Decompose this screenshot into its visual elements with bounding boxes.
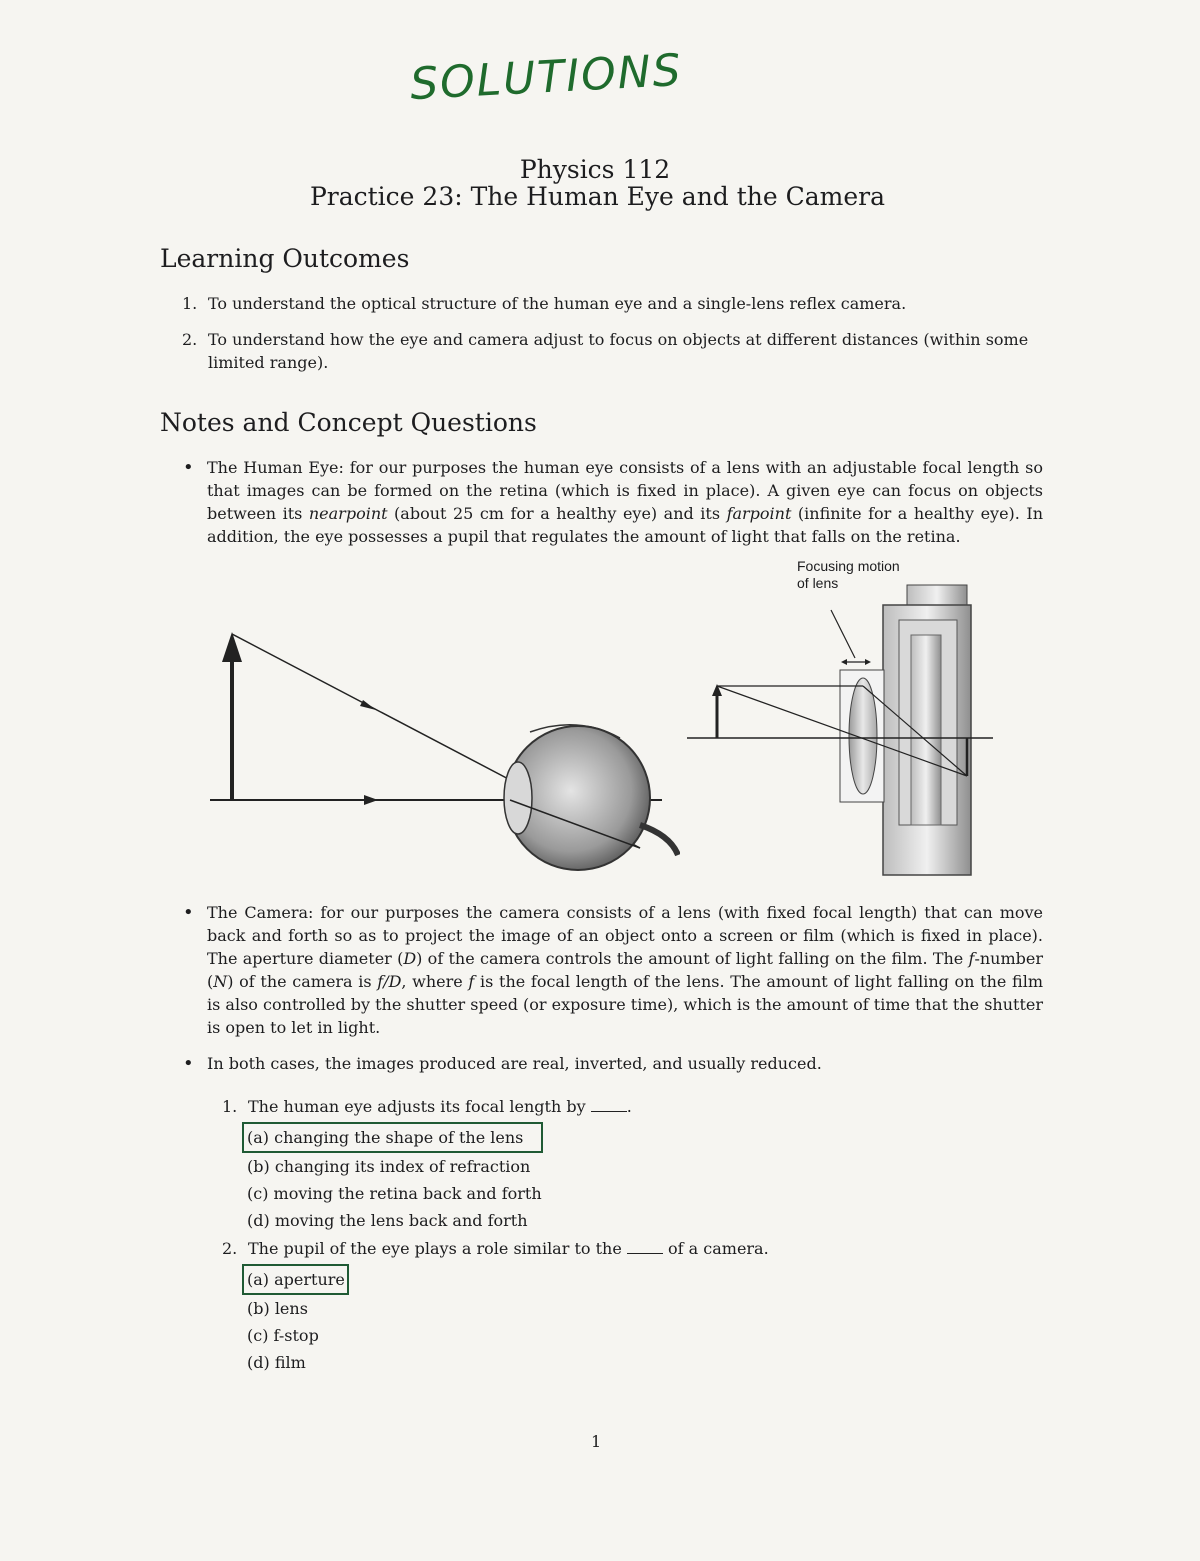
outcome-number: 1.	[182, 294, 198, 313]
eye-lead: The Human Eye:	[207, 458, 344, 477]
option-d[interactable]: (d) film	[247, 1353, 306, 1372]
f-symbol: f	[968, 949, 975, 968]
bullet-icon: •	[183, 902, 194, 923]
question-number: 1.	[222, 1097, 238, 1116]
camera-text-2: ) of the camera controls the amount of light falling on the film. The	[416, 949, 969, 968]
bullet-human-eye	[183, 456, 1043, 548]
figure-label-line-1: Focusing motion	[797, 558, 900, 574]
outcome-item	[182, 328, 1042, 374]
bullet-icon: •	[183, 1053, 194, 1074]
farpoint-term: farpoint	[726, 504, 792, 523]
question-number: 2.	[222, 1239, 238, 1258]
outcome-text: To understand the optical structure of the human eye and a single-lens reflex camera.	[208, 294, 907, 313]
option-d[interactable]: (d) moving the lens back and forth	[247, 1211, 528, 1230]
both-cases-text: In both cases, the images produced are real, inverted, and usually reduced.	[207, 1054, 822, 1073]
camera-text-1: for our purposes the camera consists of a lens (with fixed focal length) that can move back and forth so as to project the image of an object onto a screen or film (which is fixed in place). The aperture diameter (	[207, 903, 1044, 968]
option-a-circled[interactable]: (a) changing the shape of the lens	[242, 1122, 543, 1153]
aperture-symbol: D	[403, 949, 417, 968]
camera-text-3: -number (	[207, 949, 1044, 991]
camera-diagram	[685, 580, 997, 880]
bullet-icon: •	[183, 457, 194, 478]
option-a-circled[interactable]: (a) aperture	[242, 1264, 349, 1295]
eye-text-1: for our purposes the human eye consists of a lens with an adjustable focal length so that images can be formed on the retina (which is fixed in place). A given eye can focus on objects between its	[207, 458, 1044, 523]
bullet-both-cases	[183, 1052, 1043, 1075]
page-number: 1	[591, 1432, 602, 1451]
figure-label-line-2: of lens	[797, 575, 839, 591]
outcome-text-continued: limited range).	[208, 353, 329, 372]
f-over-d-formula: f/D	[377, 972, 402, 991]
eye-diagram	[200, 620, 680, 880]
nearpoint-term: nearpoint	[308, 504, 388, 523]
question-stem: The pupil of the eye plays a role similar to the	[248, 1239, 622, 1258]
camera-lead: The Camera:	[207, 903, 314, 922]
option-b[interactable]: (b) changing its index of refraction	[247, 1157, 531, 1176]
question-stem: The human eye adjusts its focal length by	[248, 1097, 586, 1116]
n-symbol: N	[213, 972, 228, 991]
f-symbol: f	[468, 972, 475, 991]
answer-blank	[591, 1111, 627, 1112]
answer-blank	[627, 1253, 663, 1254]
option-c[interactable]: (c) f-stop	[247, 1326, 319, 1345]
learning-outcomes-heading: Learning Outcomes	[160, 244, 410, 273]
course-title: Physics 112	[519, 155, 671, 184]
handwritten-solutions-mark: SOLUTIONS	[408, 44, 684, 111]
notes-heading: Notes and Concept Questions	[160, 408, 537, 437]
camera-text-5: , where	[401, 972, 469, 991]
page-title: Practice 23: The Human Eye and the Camera	[309, 182, 886, 211]
option-b[interactable]: (b) lens	[247, 1299, 308, 1318]
question-1	[222, 1095, 632, 1234]
camera-text-6: is the focal length of the lens. The amount of light falling on the film is also controlled by the shutter speed (or exposure time), which is the amount of time that the shutter is open to let in light.	[207, 972, 1043, 1037]
question-2	[222, 1237, 769, 1376]
option-c[interactable]: (c) moving the retina back and forth	[247, 1184, 542, 1203]
camera-text-4: ) of the camera is	[227, 972, 378, 991]
bullet-camera	[183, 901, 1043, 1039]
question-stem-end: .	[626, 1097, 632, 1116]
eye-text-3: (infinite for a healthy eye). In addition, the eye possesses a pupil that regulates the amount of light that falls on the retina.	[207, 504, 1044, 546]
outcome-text: To understand how the eye and camera adjust to focus on objects at different distances (within some	[208, 330, 1029, 349]
outcome-item	[182, 292, 906, 315]
outcome-number: 2.	[182, 330, 198, 349]
question-stem-end: of a camera.	[668, 1239, 769, 1258]
eye-text-2: (about 25 cm for a healthy eye) and its	[387, 504, 727, 523]
